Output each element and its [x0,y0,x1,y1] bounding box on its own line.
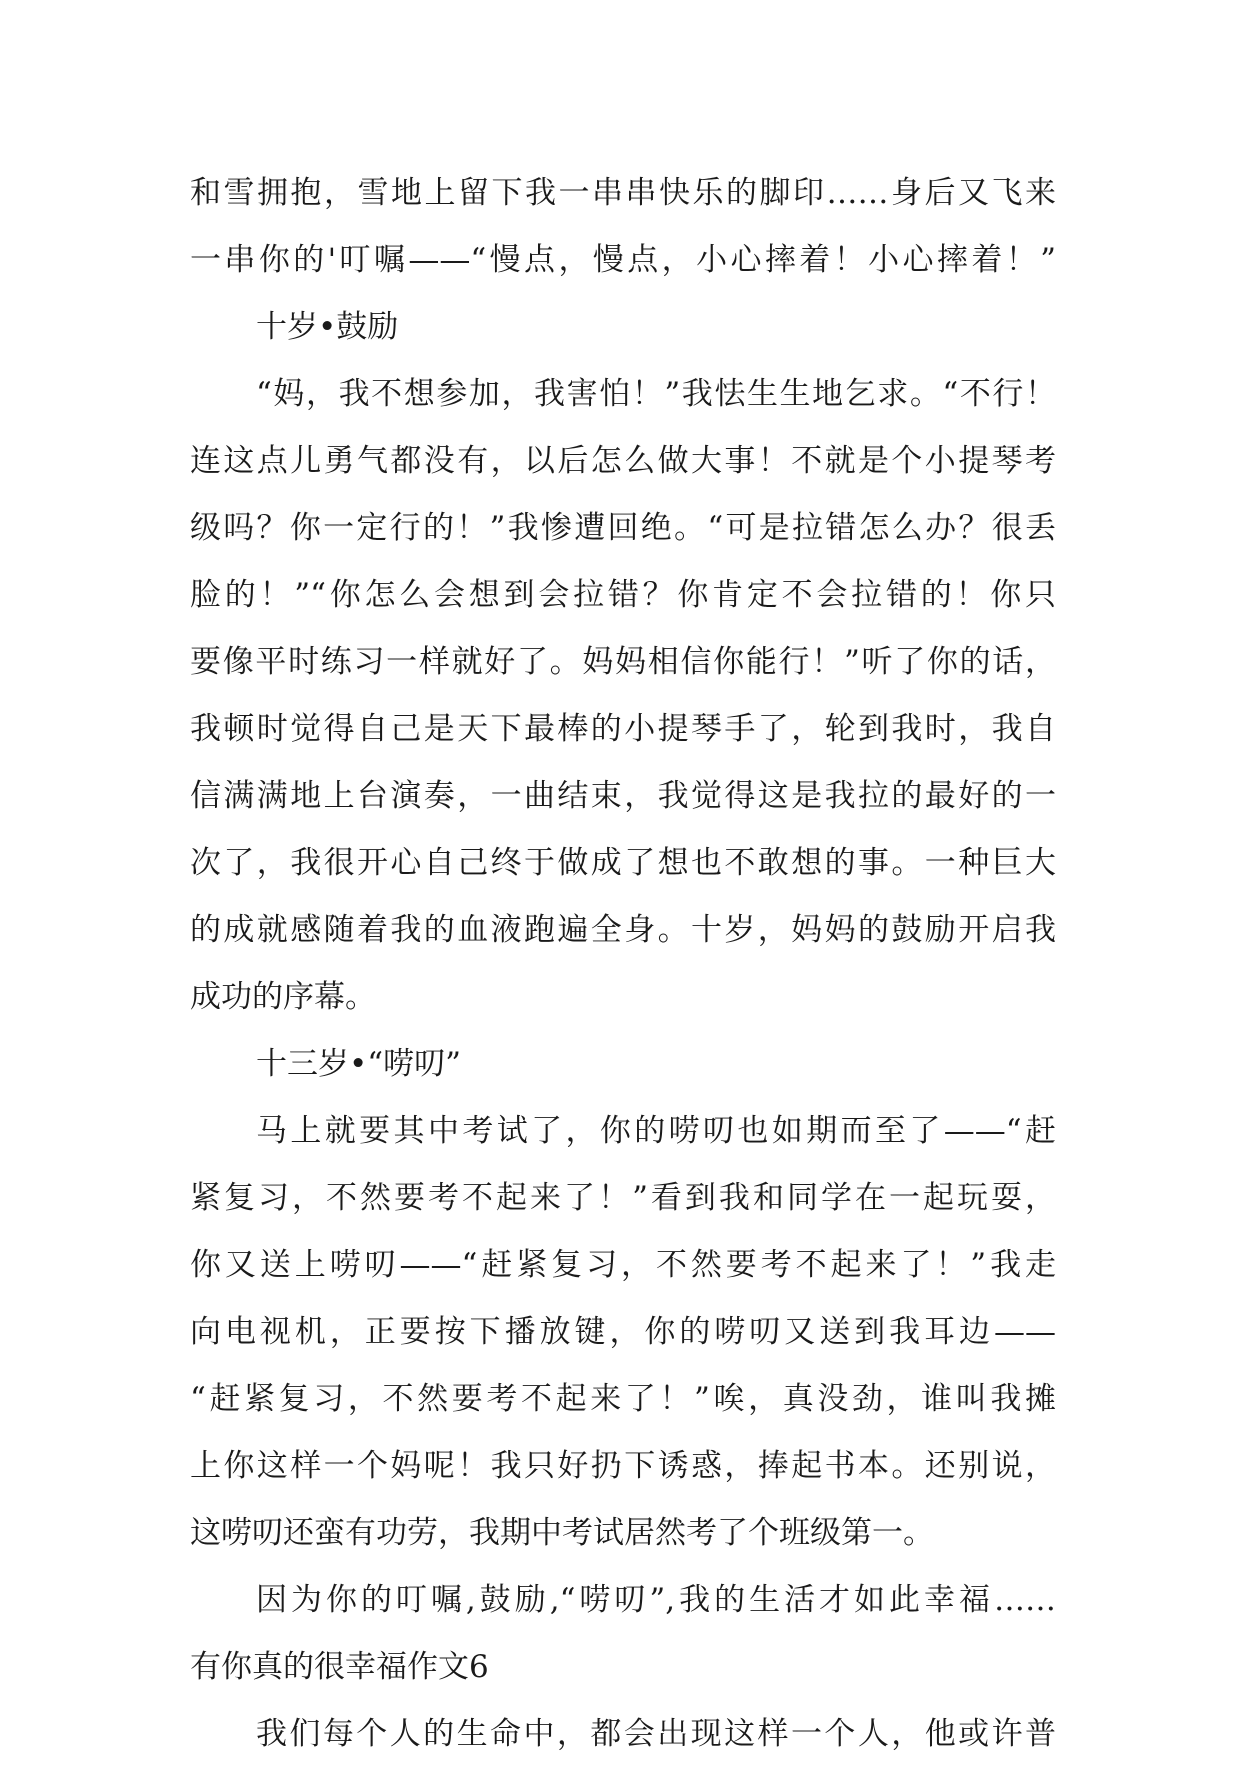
paragraph-line: 一串你的'叮嘱——“慢点，慢点，小心摔着！小心摔着！” [190,242,1056,278]
paragraph-line: 因为你的叮嘱,鼓励,“唠叨”,我的生活才如此幸福…… [256,1582,1056,1618]
paragraph-line: 连这点儿勇气都没有，以后怎么做大事！不就是个小提琴考 [190,443,1056,479]
paragraph-line: 和雪拥抱，雪地上留下我一串串快乐的脚印……身后又飞来 [190,175,1056,211]
paragraph-line: 你又送上唠叨——“赶紧复习，不然要考不起来了！”我走 [190,1247,1056,1283]
paragraph-line: 的成就感随着我的血液跑遍全身。十岁，妈妈的鼓励开启我 [190,912,1056,948]
paragraph-line: 上你这样一个妈呢！我只好扔下诱惑，捧起书本。还别说， [190,1448,1056,1484]
paragraph-line: 次了，我很开心自己终于做成了想也不敢想的事。一种巨大 [190,845,1056,881]
document-body [190,160,1056,1768]
paragraph-line: “妈，我不想参加，我害怕！”我怯生生地乞求。“不行！ [256,376,1056,412]
paragraph-line: 信满满地上台演奏，一曲结束，我觉得这是我拉的最好的一 [190,778,1056,814]
paragraph-line: 我们每个人的生命中，都会出现这样一个人，他或许普 [256,1716,1056,1752]
paragraph-line: 向电视机，正要按下播放键，你的唠叨又送到我耳边—— [190,1314,1056,1350]
paragraph-line: 马上就要其中考试了，你的唠叨也如期而至了——“赶 [256,1113,1056,1149]
article-title: 有你真的很幸福作文6 [190,1649,489,1685]
paragraph-line: 这唠叨还蛮有功劳，我期中考试居然考了个班级第一。 [190,1515,934,1551]
paragraph-line: 我顿时觉得自己是天下最棒的小提琴手了，轮到我时，我自 [190,711,1056,747]
section-heading: 十三岁•“唠叨” [256,1046,461,1082]
paragraph-line: 要像平时练习一样就好了。妈妈相信你能行！”听了你的话， [190,644,1056,680]
paragraph-line: 紧复习，不然要考不起来了！”看到我和同学在一起玩耍， [190,1180,1056,1216]
paragraph-line: “赶紧复习，不然要考不起来了！”唉，真没劲，谁叫我摊 [190,1381,1056,1417]
paragraph-line: 脸的！”“你怎么会想到会拉错？你肯定不会拉错的！你只 [190,577,1056,613]
paragraph-line: 成功的序幕。 [190,979,376,1015]
paragraph-line: 级吗？你一定行的！”我惨遭回绝。“可是拉错怎么办？很丢 [190,510,1056,546]
section-heading: 十岁•鼓励 [256,309,399,345]
